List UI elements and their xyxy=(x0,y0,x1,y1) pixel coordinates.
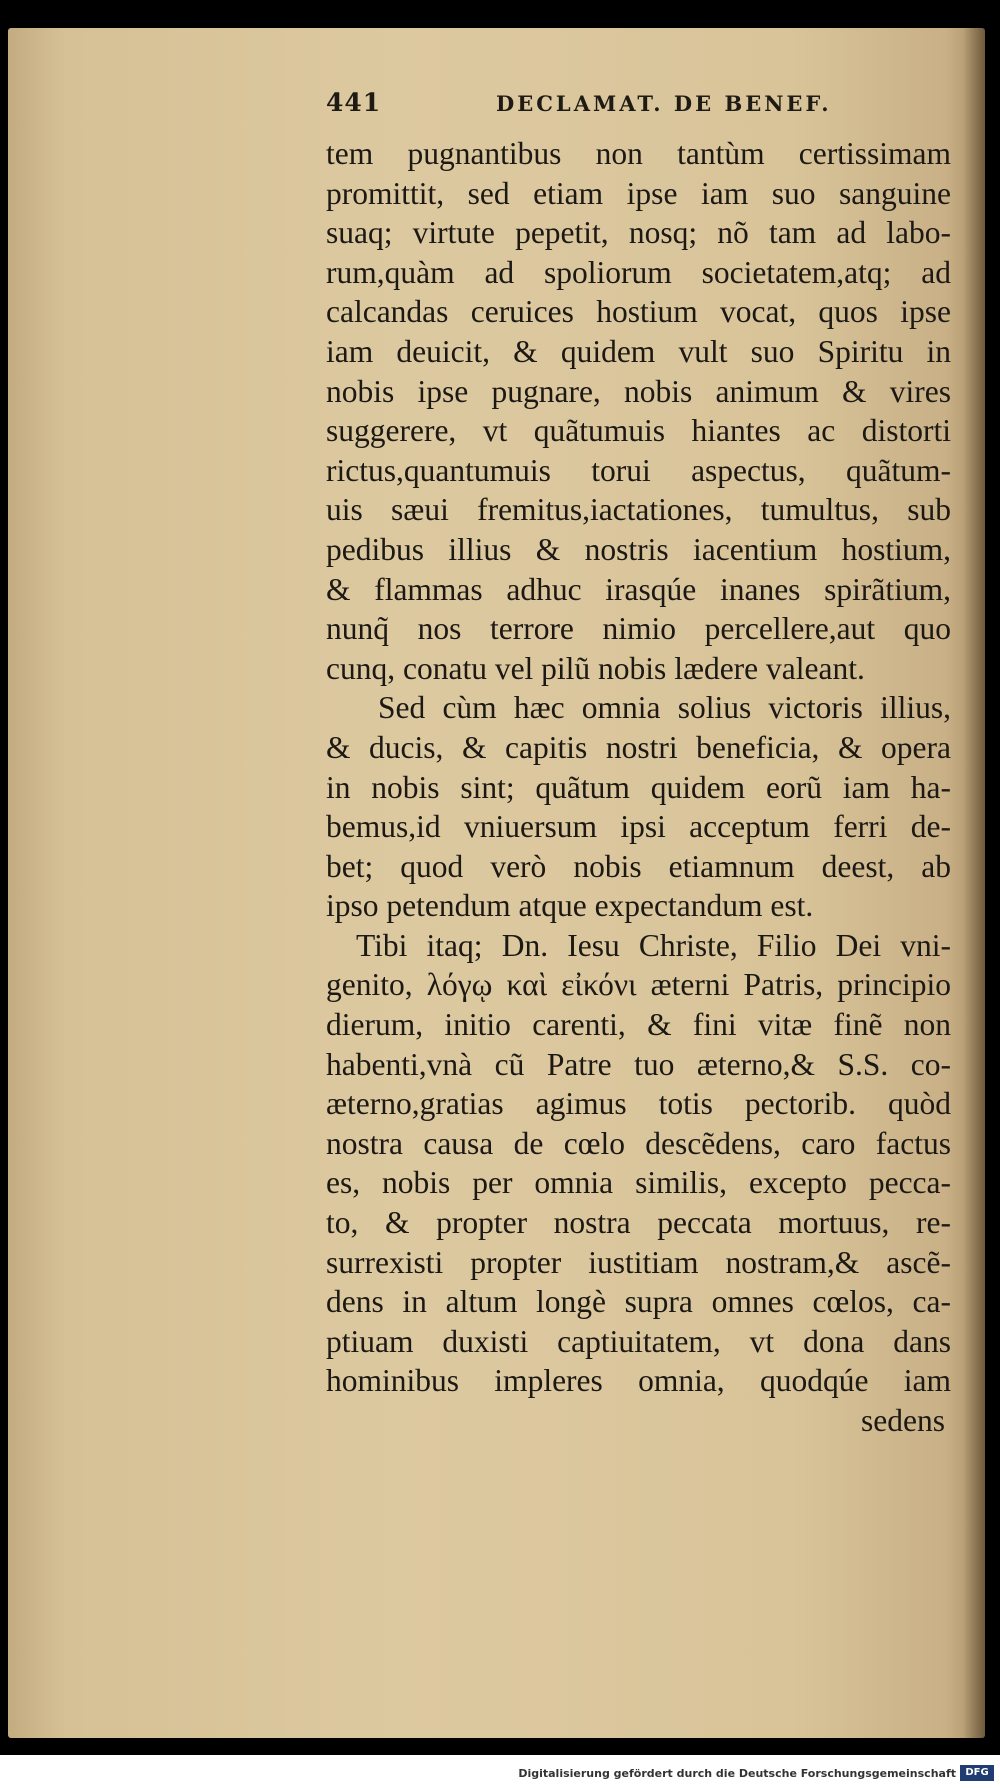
text-line: hominibus impleres omnia, quodqúe iam xyxy=(326,1363,951,1399)
text-line: suaq; virtute pepetit, nosq; nõ tam ad labo- xyxy=(326,215,951,251)
book-page xyxy=(8,28,985,1738)
text-line: calcandas ceruices hostium vocat, quos ipse xyxy=(326,294,951,330)
text-line: dierum, initio carenti, & fini vitæ finẽ non xyxy=(326,1007,951,1043)
text-line: in nobis sint; quãtum quidem eorũ iam ha- xyxy=(326,769,951,805)
text-line: iam deuicit, & quidem vult suo Spiritu in xyxy=(326,333,951,369)
text-line: ptiuam duxisti captiuitatem, vt dona dans xyxy=(326,1323,951,1359)
text-line: & ducis, & capitis nostri beneficia, & opera xyxy=(326,729,951,765)
text-line: habenti,vnà cũ Patre tuo æterno,& S.S. co- xyxy=(326,1046,951,1082)
text-line: & flammas adhuc irasqúe inanes spirãtium, xyxy=(326,571,951,607)
text-line: dens in altum longè supra omnes cœlos, ca- xyxy=(326,1284,951,1320)
text-line: to, & propter nostra peccata mortuus, re- xyxy=(326,1205,951,1241)
text-line: nobis ipse pugnare, nobis animum & vires xyxy=(326,373,951,409)
text-line: bet; quod verò nobis etiamnum deest, ab xyxy=(326,848,951,884)
body-text xyxy=(326,134,951,1441)
paragraph-start-line: Sed cùm hæc omnia solius victoris illius, xyxy=(378,690,951,726)
text-line: uis sæui fremitus,iactationes, tumultus, sub xyxy=(326,492,951,528)
text-line: es, nobis per omnia similis, excepto pecca- xyxy=(326,1165,951,1201)
paragraph-start-line: Tibi itaq; Dn. Iesu Christe, Filio Dei vni- xyxy=(356,927,951,963)
text-line: tem pugnantibus non tantùm certissimam xyxy=(326,136,951,171)
text-line: ipso petendum atque expectandum est. xyxy=(326,888,814,924)
text-line: suggerere, vt quãtumuis hiantes ac distorti xyxy=(326,413,951,449)
text-line: rum,quàm ad spoliorum societatem,atq; ad xyxy=(326,254,951,290)
text-line: pedibus illius & nostris iacentium hostium, xyxy=(326,531,951,567)
page-number: 441 xyxy=(326,88,382,117)
text-line: rictus,quantumuis torui aspectus, quãtum- xyxy=(326,452,951,488)
text-line: promittit, sed etiam ipse iam suo sanguine xyxy=(326,175,951,211)
text-line: cunq, conatu vel pilũ nobis lædere valeant. xyxy=(326,650,865,686)
text-line: bemus,id vniuersum ipsi acceptum ferri de- xyxy=(326,809,951,845)
text-line: genito, λόγῳ καὶ εἰκόνι æterni Patris, principio xyxy=(326,967,951,1003)
page-edge-shadow xyxy=(963,28,985,1738)
dfg-logo: DFG xyxy=(960,1765,994,1781)
catchword: sedens xyxy=(861,1403,945,1438)
text-line: æterno,gratias agimus totis pectorib. quòd xyxy=(326,1086,951,1122)
text-line: nunq̃ nos terrore nimio percellere,aut quo xyxy=(326,611,951,647)
footer-bar xyxy=(0,1755,1000,1788)
text-line: surrexisti propter iustitiam nostram,& ascẽ- xyxy=(326,1244,951,1280)
running-head-title: DECLAMAT. DE BENEF. xyxy=(496,91,832,116)
text-line: nostra causa de cœlo descẽdens, caro factus xyxy=(326,1125,951,1161)
digitization-credit: Digitalisierung gefördert durch die Deutsche Forschungsgemeinschaft xyxy=(518,1767,956,1780)
running-head xyxy=(326,88,966,128)
